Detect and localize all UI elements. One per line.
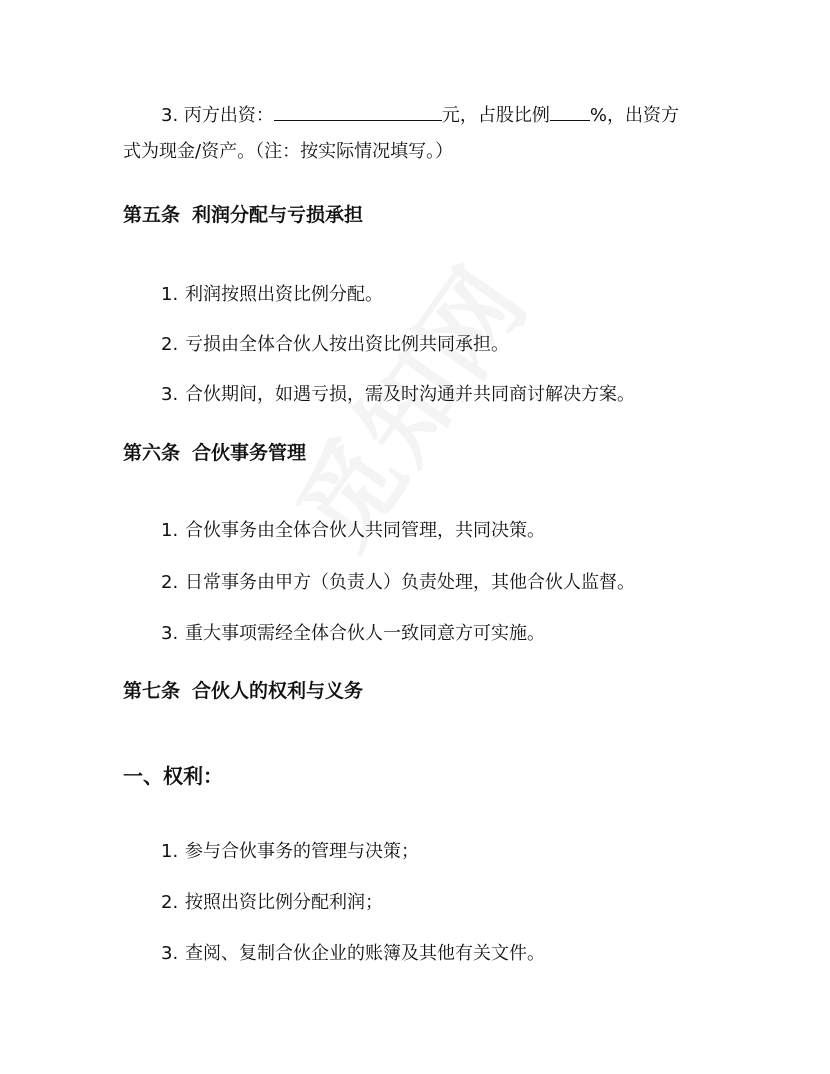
intro-line2: 式为现金/资产。（注：按实际情况填写。） (123, 141, 454, 162)
item-text: 合伙期间，如遇亏损，需及时沟通并共同商讨解决方案。 (185, 384, 635, 405)
item-number: 3. (161, 623, 179, 644)
intro-unit: 元，占股比例 (441, 105, 550, 126)
item-number: 3. (161, 943, 179, 964)
intro-percent: %，出资方 (589, 105, 680, 126)
intro-number: 3. (161, 105, 179, 126)
item-text: 日常事务由甲方（负责人）负责处理，其他合伙人监督。 (185, 572, 635, 593)
list-item (161, 888, 383, 914)
item-number: 2. (161, 334, 179, 355)
item-text: 参与合伙事务的管理与决策； (185, 841, 419, 862)
item-text: 合伙事务由全体合伙人共同管理，共同决策。 (185, 520, 545, 541)
item-text: 亏损由全体合伙人按出资比例共同承担。 (185, 334, 509, 355)
amount-blank[interactable] (274, 102, 442, 121)
list-item (161, 939, 545, 965)
rights-heading: 一、权利： (123, 764, 223, 788)
intro-paragraph (123, 98, 723, 170)
list-item (161, 330, 509, 356)
item-number: 1. (161, 841, 179, 862)
list-item (161, 516, 545, 542)
share-blank[interactable] (550, 102, 590, 121)
section-title: 合伙事务管理 (192, 442, 307, 464)
section-title: 利润分配与亏损承担 (192, 204, 364, 226)
list-item (161, 619, 545, 645)
item-text: 按照出资比例分配利润； (185, 892, 383, 913)
item-number: 1. (161, 284, 179, 305)
item-number: 3. (161, 384, 179, 405)
item-number: 2. (161, 572, 179, 593)
section-number: 第七条 (123, 680, 181, 702)
item-text: 重大事项需经全体合伙人一致同意方可实施。 (185, 623, 545, 644)
section-heading (123, 438, 306, 465)
list-item (161, 568, 635, 594)
intro-label: 丙方出资： (183, 105, 274, 126)
item-text: 查阅、复制合伙企业的账簿及其他有关文件。 (185, 943, 545, 964)
item-text: 利润按照出资比例分配。 (185, 284, 383, 305)
section-number: 第五条 (123, 204, 181, 226)
list-item (161, 380, 635, 406)
section-title: 合伙人的权利与义务 (192, 680, 364, 702)
section-number: 第六条 (123, 442, 181, 464)
list-item (161, 280, 383, 306)
section-heading (123, 200, 363, 227)
list-item (161, 837, 419, 863)
item-number: 2. (161, 892, 179, 913)
section-heading (123, 676, 363, 703)
item-number: 1. (161, 520, 179, 541)
